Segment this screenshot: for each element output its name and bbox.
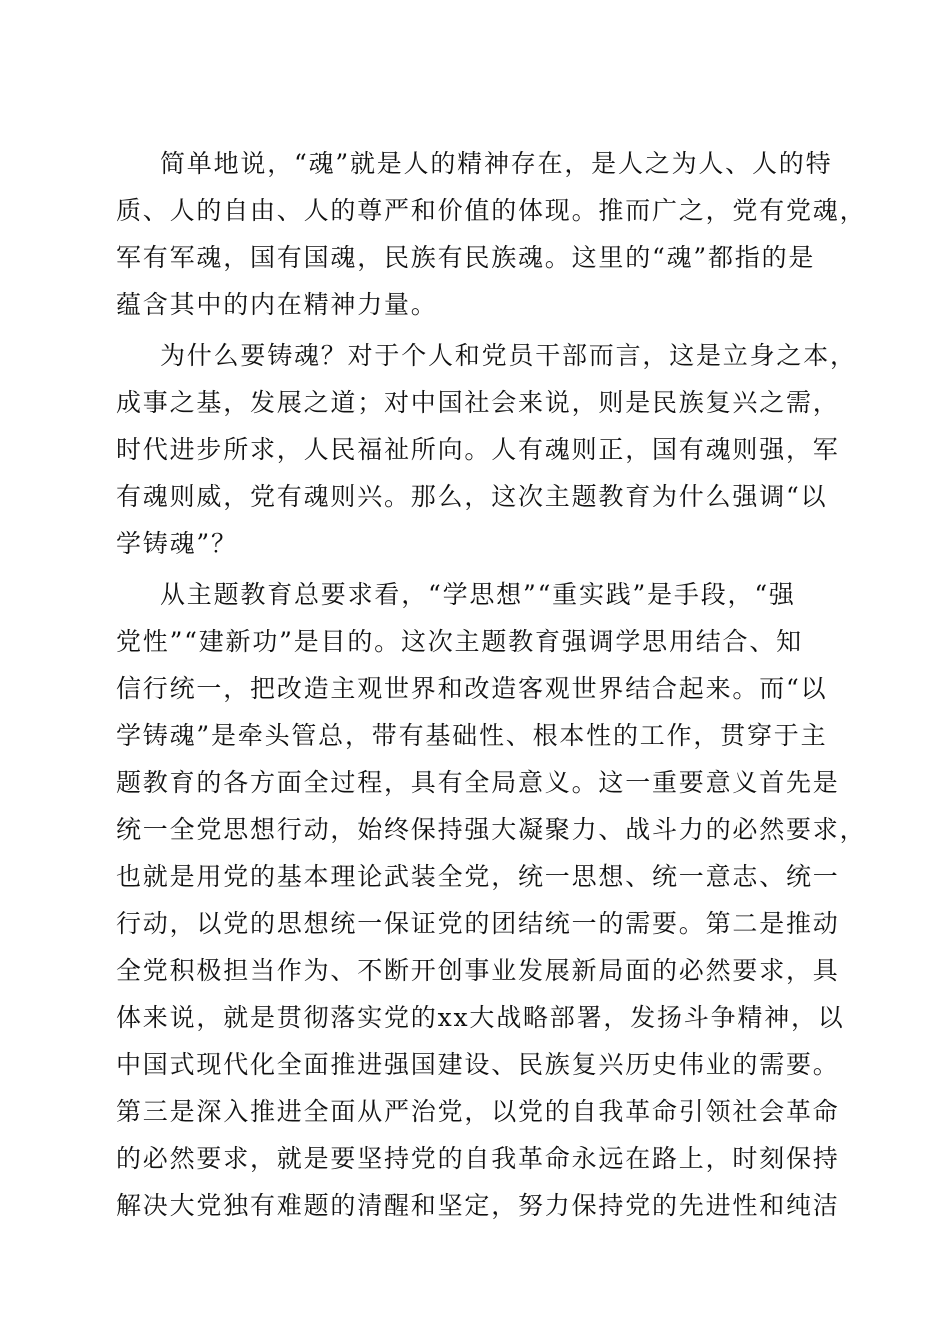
text-line: 为什么要铸魂？对于个人和党员干部而言，这是立身之本，: [160, 341, 857, 370]
text-line: 第三是深入推进全面从严治党，以党的自我革命引领社会革命: [116, 1097, 840, 1126]
document-body: [116, 140, 867, 1229]
text-line: 蕴含其中的内在精神力量。: [116, 290, 438, 319]
text-line: 从主题教育总要求看，“学思想”“重实践”是手段，“强: [160, 580, 796, 609]
text-line: 学铸魂”？: [116, 529, 238, 558]
text-line: 体来说，就是贯彻落实党的xx大战略部署，发扬斗争精神，以: [116, 1003, 845, 1032]
text-line: 行动，以党的思想统一保证党的团结统一的需要。第二是推动: [116, 909, 840, 938]
text-line: 统一全党思想行动，始终保持强大凝聚力、战斗力的必然要求，: [116, 815, 867, 844]
text-line: 解决大党独有难题的清醒和坚定，努力保持党的先进性和纯洁: [116, 1191, 840, 1220]
text-line: 成事之基，发展之道；对中国社会来说，则是民族复兴之需，: [116, 388, 840, 417]
paragraph-1: [116, 140, 867, 328]
text-line: 信行统一，把改造主观世界和改造客观世界结合起来。而“以: [116, 674, 828, 703]
paragraph-2: [116, 332, 857, 567]
text-line: 也就是用党的基本理论武装全党，统一思想、统一意志、统一: [116, 862, 840, 891]
text-line: 有魂则威，党有魂则兴。那么，这次主题教育为什么强调“以: [116, 482, 828, 511]
text-line: 质、人的自由、人的尊严和价值的体现。推而广之，党有党魂，: [116, 196, 867, 225]
paragraph-3: [116, 571, 867, 1229]
text-line: 时代进步所求，人民福祉所向。人有魂则正，国有魂则强，军: [116, 435, 840, 464]
text-line: 学铸魂”是牵头管总，带有基础性、根本性的工作，贯穿于主: [116, 721, 828, 750]
text-line: 全党积极担当作为、不断开创事业发展新局面的必然要求，具: [116, 956, 840, 985]
text-line: 军有军魂，国有国魂，民族有民族魂。这里的“魂”都指的是: [116, 243, 816, 272]
text-line: 简单地说，“魂”就是人的精神存在，是人之为人、人的特: [160, 149, 833, 178]
text-line: 题教育的各方面全过程，具有全局意义。这一重要意义首先是: [116, 768, 840, 797]
text-line: 党性”“建新功”是目的。这次主题教育强调学思用结合、知: [116, 627, 803, 656]
text-line: 的必然要求，就是要坚持党的自我革命永远在路上，时刻保持: [116, 1144, 840, 1173]
text-line: 中国式现代化全面推进强国建设、民族复兴历史伟业的需要。: [116, 1050, 840, 1079]
